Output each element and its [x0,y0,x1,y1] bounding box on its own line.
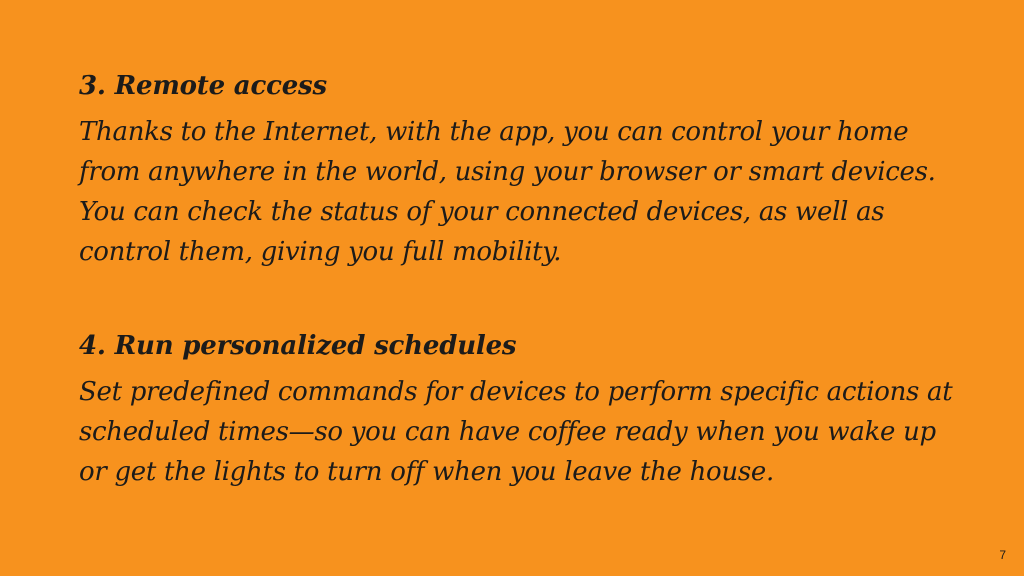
section-personalized-schedules [79,328,959,492]
section-remote-access [79,68,959,272]
section-body: Set predefined commands for devices to perform specific actions at scheduled times—so you can have coffee ready when you wake up or get the lights to turn off when you leave the house. [79,377,953,487]
section-body: Thanks to the Internet, with the app, you can control your home from anywhere in the world, using your browser or smart devices. You can check the status of your connected devices, as well as control them, giving you full mobility. [79,117,936,267]
section-heading: 4. Run personalized schedules [79,331,517,361]
page-number: 7 [999,548,1006,562]
section-heading: 3. Remote access [79,71,327,101]
